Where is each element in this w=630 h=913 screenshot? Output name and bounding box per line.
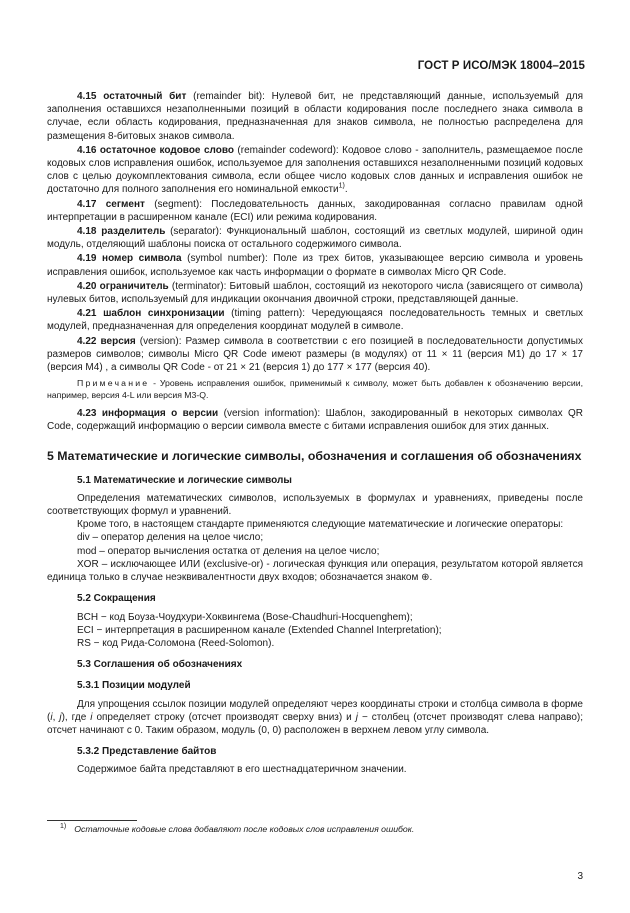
definition-term: 4.17 сегмент (77, 198, 145, 210)
definition-text: (version information): Шаблон, закодированный в некоторых символах QR Code, содержащий информацию о версии символа вместе с битами исправления ошибок для этих данных. (47, 408, 584, 433)
operators-list (47, 518, 583, 584)
footnote-reference: 1) (338, 183, 345, 191)
definition-item (47, 225, 583, 251)
section-5-3-1-title: 5.3.1 Позиции модулей (77, 680, 191, 692)
abbreviations-list (47, 611, 583, 651)
footnote (60, 824, 583, 834)
definition-term: 4.15 остаточный бит (77, 91, 187, 102)
operator-line: Кроме того, в настоящем стандарте применяются следующие математические и логические операторы: (77, 519, 564, 531)
definition-term: 4.20 ограничитель (77, 280, 169, 292)
definition-text: (remainder bit): Нулевой бит, не представляющий данные, используемый для заполнения оставшихся незаполненными позиций в области кодирования после последнего знака символа в случае, если область кодирования, предназначенная для знаков символа, не полностью распределена для размещения 8-битовых знаков символа. (47, 91, 583, 142)
definitions-list (47, 90, 583, 374)
document-header: ГОСТ Р ИСО/МЭК 18004–2015 (417, 60, 585, 72)
definition-item (47, 335, 583, 375)
definition-item (47, 280, 583, 306)
section-5-3-2-title: 5.3.2 Представление байтов (77, 746, 217, 758)
page-number: 3 (577, 871, 583, 882)
note-label: Примечание (77, 378, 150, 389)
abbreviation-line: ECI − интерпретация в расширенном канале (Extended Channel Interpretation); (77, 624, 442, 636)
section-5-2-title: 5.2 Сокращения (77, 593, 156, 605)
definition-term: 4.16 остаточное кодовое слово (77, 144, 234, 156)
definition-text: (terminator): Битовый шаблон, состоящий из некоторого числа (зависящего от символа) нулевых битов, используемый для индикации окончания двоичной строки, представляющей данные. (47, 280, 583, 306)
section-5-1-title: 5.1 Математические и логические символы (77, 474, 292, 486)
definition-item (47, 90, 583, 143)
definitions-list-continued (47, 407, 583, 433)
definition-text: (segment): Последовательность данных, закодированная согласно правилам одной интерпретации в расширенном канале (ECI) или режима кодирования. (47, 198, 583, 223)
operator-line: div – оператор деления на целое число; (77, 532, 264, 544)
note (47, 377, 583, 401)
definition-term: 4.18 разделитель (77, 226, 166, 238)
definition-text: (timing pattern): Чередующаяся последовательность темных и светлых модулей, предназначенная для определения координат модулей в символе. (47, 308, 584, 333)
section-5-3-title: 5.3 Соглашения об обозначениях (77, 659, 243, 671)
definition-text: (symbol number): Поле из трех битов, указывающее версию символа и уровень исправления ошибок, используемое как часть информации о формате в символах Micro QR Code. (47, 253, 584, 278)
section-5-1-intro: Определения математических символов, используемых в формулах и уравнениях, приведены после соответствующих формул и уравнений. (47, 492, 583, 518)
section-5-1-body (47, 492, 583, 584)
definition-text: (separator): Функциональный шаблон, состоящий из светлых модулей, шириной один модуль, отделяющий шаблоны поиска от остального содержимого символа. (47, 226, 584, 251)
definition-term: 4.19 номер символа (77, 253, 182, 265)
section-5-title: 5 Математические и логические символы, обозначения и соглашения об обозначениях (47, 448, 582, 463)
definition-item (47, 252, 583, 278)
definition-item (47, 407, 583, 433)
operator-line: XOR – исключающее ИЛИ (exclusive-or) - логическая функция или операция, результатом которой является единица только в случае неэквивалентности двух входов; обозначается знаком ⊕. (47, 558, 583, 584)
note-text: - Уровень исправления ошибок, применимый к символу, может быть добавлен к обозначению версии, например, версия 4-L или версия M3-Q. (47, 378, 583, 401)
definition-term: 4.22 версия (77, 335, 136, 347)
definition-text: (remainder codeword): Кодовое слово - заполнитель, размещаемое после кодовых слов исправления ошибок, используемое для заполнения оставшихся незаполненными позиций кодовых слов с целью доукомплектования символа, если общее число кодовых слов данных и исправления ошибок не достаточно для полного заполнения его номинальной емкости (47, 144, 583, 196)
definition-term: 4.23 информация о версии (77, 408, 219, 420)
definition-tail: . (344, 184, 348, 196)
definition-item (47, 307, 583, 333)
page-content (47, 90, 583, 777)
abbreviation-line: BCH − код Боуза-Чоудхури-Хоквингема (Bose-Chaudhuri-Hocquenghem); (77, 611, 413, 623)
definition-term: 4.21 шаблон синхронизации (77, 308, 225, 320)
definition-item (47, 198, 583, 224)
section-5-3-1-text: Для упрощения ссылок позиции модулей определяют через координаты строки и столбца символа в форме (i, j), где i определяет строку (отсчет производят сверху вниз) и j − столбец (отсчет производят слева направо); отсчет начинают с 0. Таким образом, модуль (0, 0) расположен в верхнем левом углу символа. (47, 698, 583, 736)
footnote-text: Остаточные кодовые слова добавляют после кодовых слов исправления ошибок. (74, 824, 415, 834)
definition-text: (version): Размер символа в соответствии с его позицией в последовательности допустимых размеров символов; символы Micro QR Code имеют размеры (в модулях) от 11 × 11 (версия M1) до 17 × 17 (версия M4) , а символы QR Code - от 21 × 21 (версия 1) до 177 × 177 (версия 40). (47, 335, 583, 374)
definition-item (47, 144, 583, 197)
section-5-3-2-text: Содержимое байта представляют в его шестнадцатеричном значении. (77, 764, 407, 776)
footnote-separator (47, 820, 137, 821)
abbreviation-line: RS − код Рида-Соломона (Reed-Solomon). (77, 637, 275, 649)
footnote-mark: 1) (60, 823, 67, 831)
operator-line: mod – оператор вычисления остатка от деления на целое число; (77, 545, 380, 557)
